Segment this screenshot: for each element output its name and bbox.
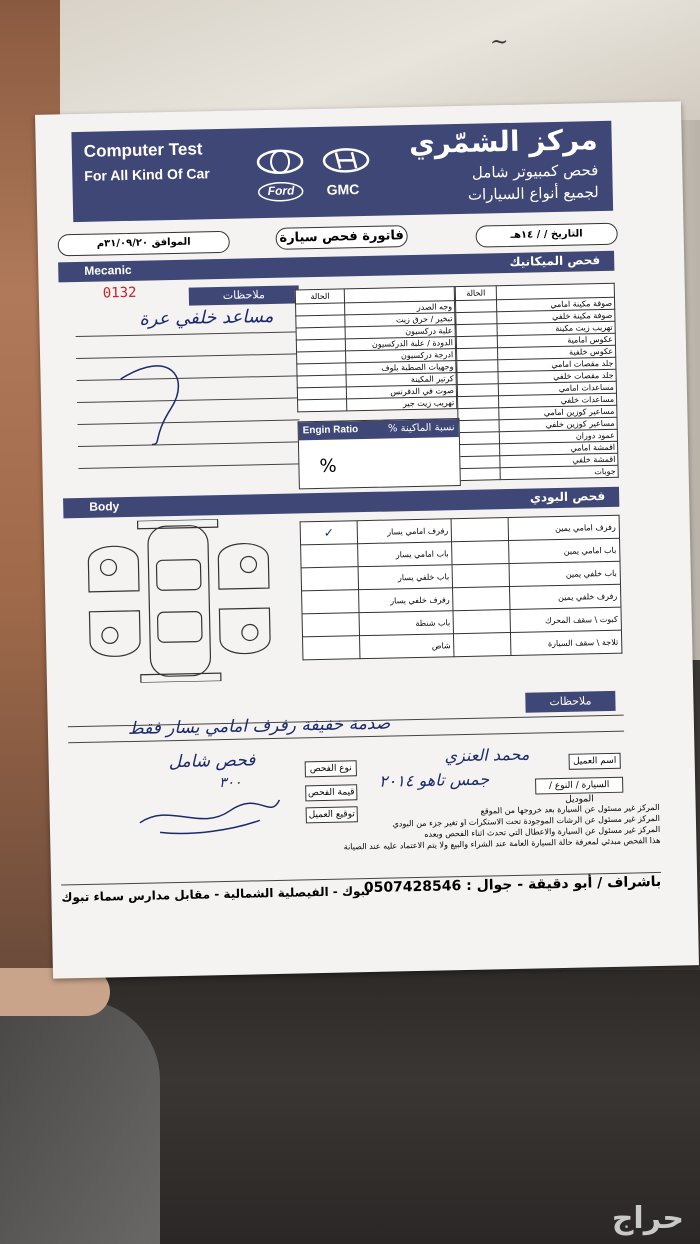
footer-supervisor: باشراف / أبو دقيقة - جوال : 0507428546 <box>363 873 662 897</box>
item-label: عكوس امامية <box>497 333 615 347</box>
status-cell <box>296 327 345 340</box>
body-band-ar: فحص البودي <box>529 489 606 505</box>
status-cell <box>298 399 347 412</box>
item-label: جلد مقصات خلفي <box>498 369 616 383</box>
disclaimer-line: المركز غير مسئول عن السيارة بعد خروجها من الموقع <box>480 802 660 816</box>
ford-logo: Ford <box>267 183 295 199</box>
body-left-item: باب امامي يسار <box>358 542 453 567</box>
car-value: جمس تاهو ٢٠١٤ <box>378 769 490 791</box>
form-title: فاتورة فحص سيارة <box>275 225 407 250</box>
mechanic-left-table <box>455 283 619 481</box>
car-brand-logos-icon <box>252 144 383 211</box>
item-label: علبة دركسيون <box>345 325 455 339</box>
disclaimer-line: المركز غير مسئول عن السيارة والاعطال التي تحدث اثناء الفحص وبعده <box>424 824 661 839</box>
item-label: عكوس خلفية <box>497 345 615 359</box>
status-cell <box>458 432 499 445</box>
mechanic-band-en: Mecanic <box>84 262 132 278</box>
customer-label: اسم العميل <box>569 753 621 770</box>
item-label: اقمشة امامي <box>499 441 617 455</box>
general-handwritten-note: صدمة خفيفة رفرف امامي يسار فقط <box>127 713 391 740</box>
body-left-item: رفرف امامي يسار <box>357 519 452 544</box>
body-right-status <box>454 633 511 657</box>
engine-ratio-box <box>298 418 461 489</box>
body-left-status <box>301 567 358 591</box>
status-cell <box>458 408 499 421</box>
status-cell <box>456 312 497 325</box>
body-band-en: Body <box>89 499 120 514</box>
status-cell <box>456 324 497 337</box>
body-left-status <box>303 636 360 660</box>
general-notes-head: ملاحظات <box>525 691 615 713</box>
check-row <box>459 465 618 480</box>
body-right-item: باب خلفي يمين <box>509 561 620 586</box>
body-left-status <box>301 544 358 568</box>
body-right-item: رفرف خلفي يمين <box>510 584 621 609</box>
item-label: وجهيات الصطبة بلوف <box>346 361 456 375</box>
body-left-item: رفرف خلفي يسار <box>359 588 454 613</box>
item-label: اقمشة خلفي <box>500 453 618 467</box>
background-scribble: ~ <box>490 30 509 55</box>
mechanic-right-table <box>295 286 458 412</box>
serial-number: 0132 <box>102 284 137 302</box>
status-cell <box>457 348 498 361</box>
body-right-item: ثلاجة \ سقف السيارة <box>511 630 622 655</box>
background-knee <box>0 1000 160 1244</box>
item-label: تبخير / حرق زيت <box>345 313 455 327</box>
mechanic-band-ar: فحص الميكانيك <box>509 253 601 269</box>
customer-value: محمد العنزي <box>444 744 530 766</box>
haraj-watermark: حراج <box>611 1201 684 1236</box>
body-left-item: شاص <box>360 634 455 659</box>
status-cell <box>457 360 498 373</box>
item-label: مساعدات امامي <box>498 381 616 395</box>
item-label: ادرجة دركسيون <box>346 349 456 363</box>
engine-ratio-head <box>299 419 459 440</box>
body-left-status <box>302 613 359 637</box>
status-cell <box>297 387 346 400</box>
body-left-item: باب شنطة <box>359 611 454 636</box>
scribble-mark <box>110 347 212 449</box>
status-cell <box>459 456 500 469</box>
status-cell <box>458 420 499 433</box>
date-field: التاريخ / / ١٤هـ <box>475 223 617 248</box>
item-label: تهريب زيت مكينة <box>497 321 615 335</box>
status-cell <box>458 396 499 409</box>
body-right-status <box>453 587 510 611</box>
item-label: صوت في الدفرنس <box>347 385 457 399</box>
signature-label: توقيع العميل <box>306 806 358 823</box>
header-ar-title: مركز الشمّري <box>408 123 599 161</box>
status-col-head-right: الحالة <box>295 289 345 304</box>
body-right-status <box>453 610 510 634</box>
engine-ratio-en: Engin Ratio <box>302 424 359 437</box>
body-band <box>63 487 619 519</box>
notes-rule <box>76 331 298 337</box>
status-cell <box>459 468 500 481</box>
inspection-type-value: فحص شامل <box>168 750 256 773</box>
status-cell <box>297 375 346 388</box>
status-cell <box>296 303 345 316</box>
header-ar-subtitle-2: لجميع أنواع السيارات <box>467 183 599 204</box>
body-right-item: باب امامي يمين <box>509 538 620 563</box>
status-cell <box>457 384 498 397</box>
status-cell <box>457 372 498 385</box>
item-label: جوبات <box>500 465 618 479</box>
status-cell <box>296 315 345 328</box>
body-right-status <box>451 518 508 542</box>
body-left-status <box>302 590 359 614</box>
status-col-head: الحالة <box>455 286 496 301</box>
car-label: السيارة / النوع / الموديل <box>535 777 623 795</box>
status-cell <box>459 444 500 457</box>
approx-date-field: الموافق ٣١/٠٩/٢٠م <box>58 231 230 257</box>
status-cell <box>296 339 345 352</box>
inspection-invoice <box>35 101 699 978</box>
footer-address: تبوك - الفيصلية الشمالية - مقابل مدارس سماء تبوك <box>61 884 371 905</box>
price-value: ٣٠٠ <box>218 774 242 792</box>
status-cell <box>456 336 497 349</box>
header-ar-subtitle: فحص كمبيوتر شامل <box>471 161 599 182</box>
disclaimer-line: هذا الفحص مبدئي لمعرفة حالة السيارة العامة عند الشراء والبيع ولا يتم الاعتماد عليه عند الصيانة <box>343 835 661 852</box>
item-label: صوفة مكينة خلفي <box>497 309 615 323</box>
item-label: تهريب زيت جير <box>347 397 457 411</box>
body-right-item: كبوت \ سقف المحرك <box>510 607 621 632</box>
mechanic-notes-head: ملاحظات <box>189 285 299 305</box>
disclaimer-line: المركز غير مسئول عن الرشات الموجودة تحت الاستكرات او تغير جزء من البودي <box>392 813 660 829</box>
status-cell <box>297 363 346 376</box>
body-table <box>300 515 623 661</box>
item-label: جلد مقصات امامي <box>498 357 616 371</box>
car-diagram <box>78 518 281 684</box>
notes-rule <box>78 463 300 469</box>
item-label: صوفة مكينة امامي <box>496 297 614 311</box>
car-top-view-icon <box>78 518 281 684</box>
gmc-logo: GMC <box>326 181 360 198</box>
mechanic-handwritten-note: مساعد خلفي عرة <box>139 305 274 330</box>
engine-ratio-value: % <box>319 455 337 477</box>
status-cell <box>297 351 346 364</box>
brand-logos <box>252 144 383 211</box>
item-label: الدودة / علبة الدركسيون <box>346 337 456 351</box>
item-label: مساعير كوزين خلفي <box>499 417 617 431</box>
item-label: كرتير المكينة <box>346 373 456 387</box>
item-label: مساعدات خلفي <box>498 393 616 407</box>
status-cell <box>456 300 497 313</box>
body-right-status <box>452 564 509 588</box>
inspection-type-label: نوع الفحص <box>305 760 357 777</box>
item-label: مساعير كوزين امامي <box>499 405 617 419</box>
body-left-item: باب خلفي يسار <box>358 565 453 590</box>
body-right-item: رفرف امامي يمين <box>508 515 619 540</box>
body-right-status <box>452 541 509 565</box>
engine-ratio-ar: نسبة الماكينة % <box>387 422 455 435</box>
header-en-subtitle: For All Kind Of Car <box>84 165 210 184</box>
header-en-title: Computer Test <box>83 139 203 161</box>
item-label: عمود دوران <box>499 429 617 443</box>
body-left-status: ✓ <box>300 521 357 545</box>
check-row <box>298 397 457 412</box>
invoice-header <box>71 121 613 222</box>
price-label: قيمة الفحص <box>305 784 357 801</box>
item-label: وجه الصدر <box>345 301 455 315</box>
